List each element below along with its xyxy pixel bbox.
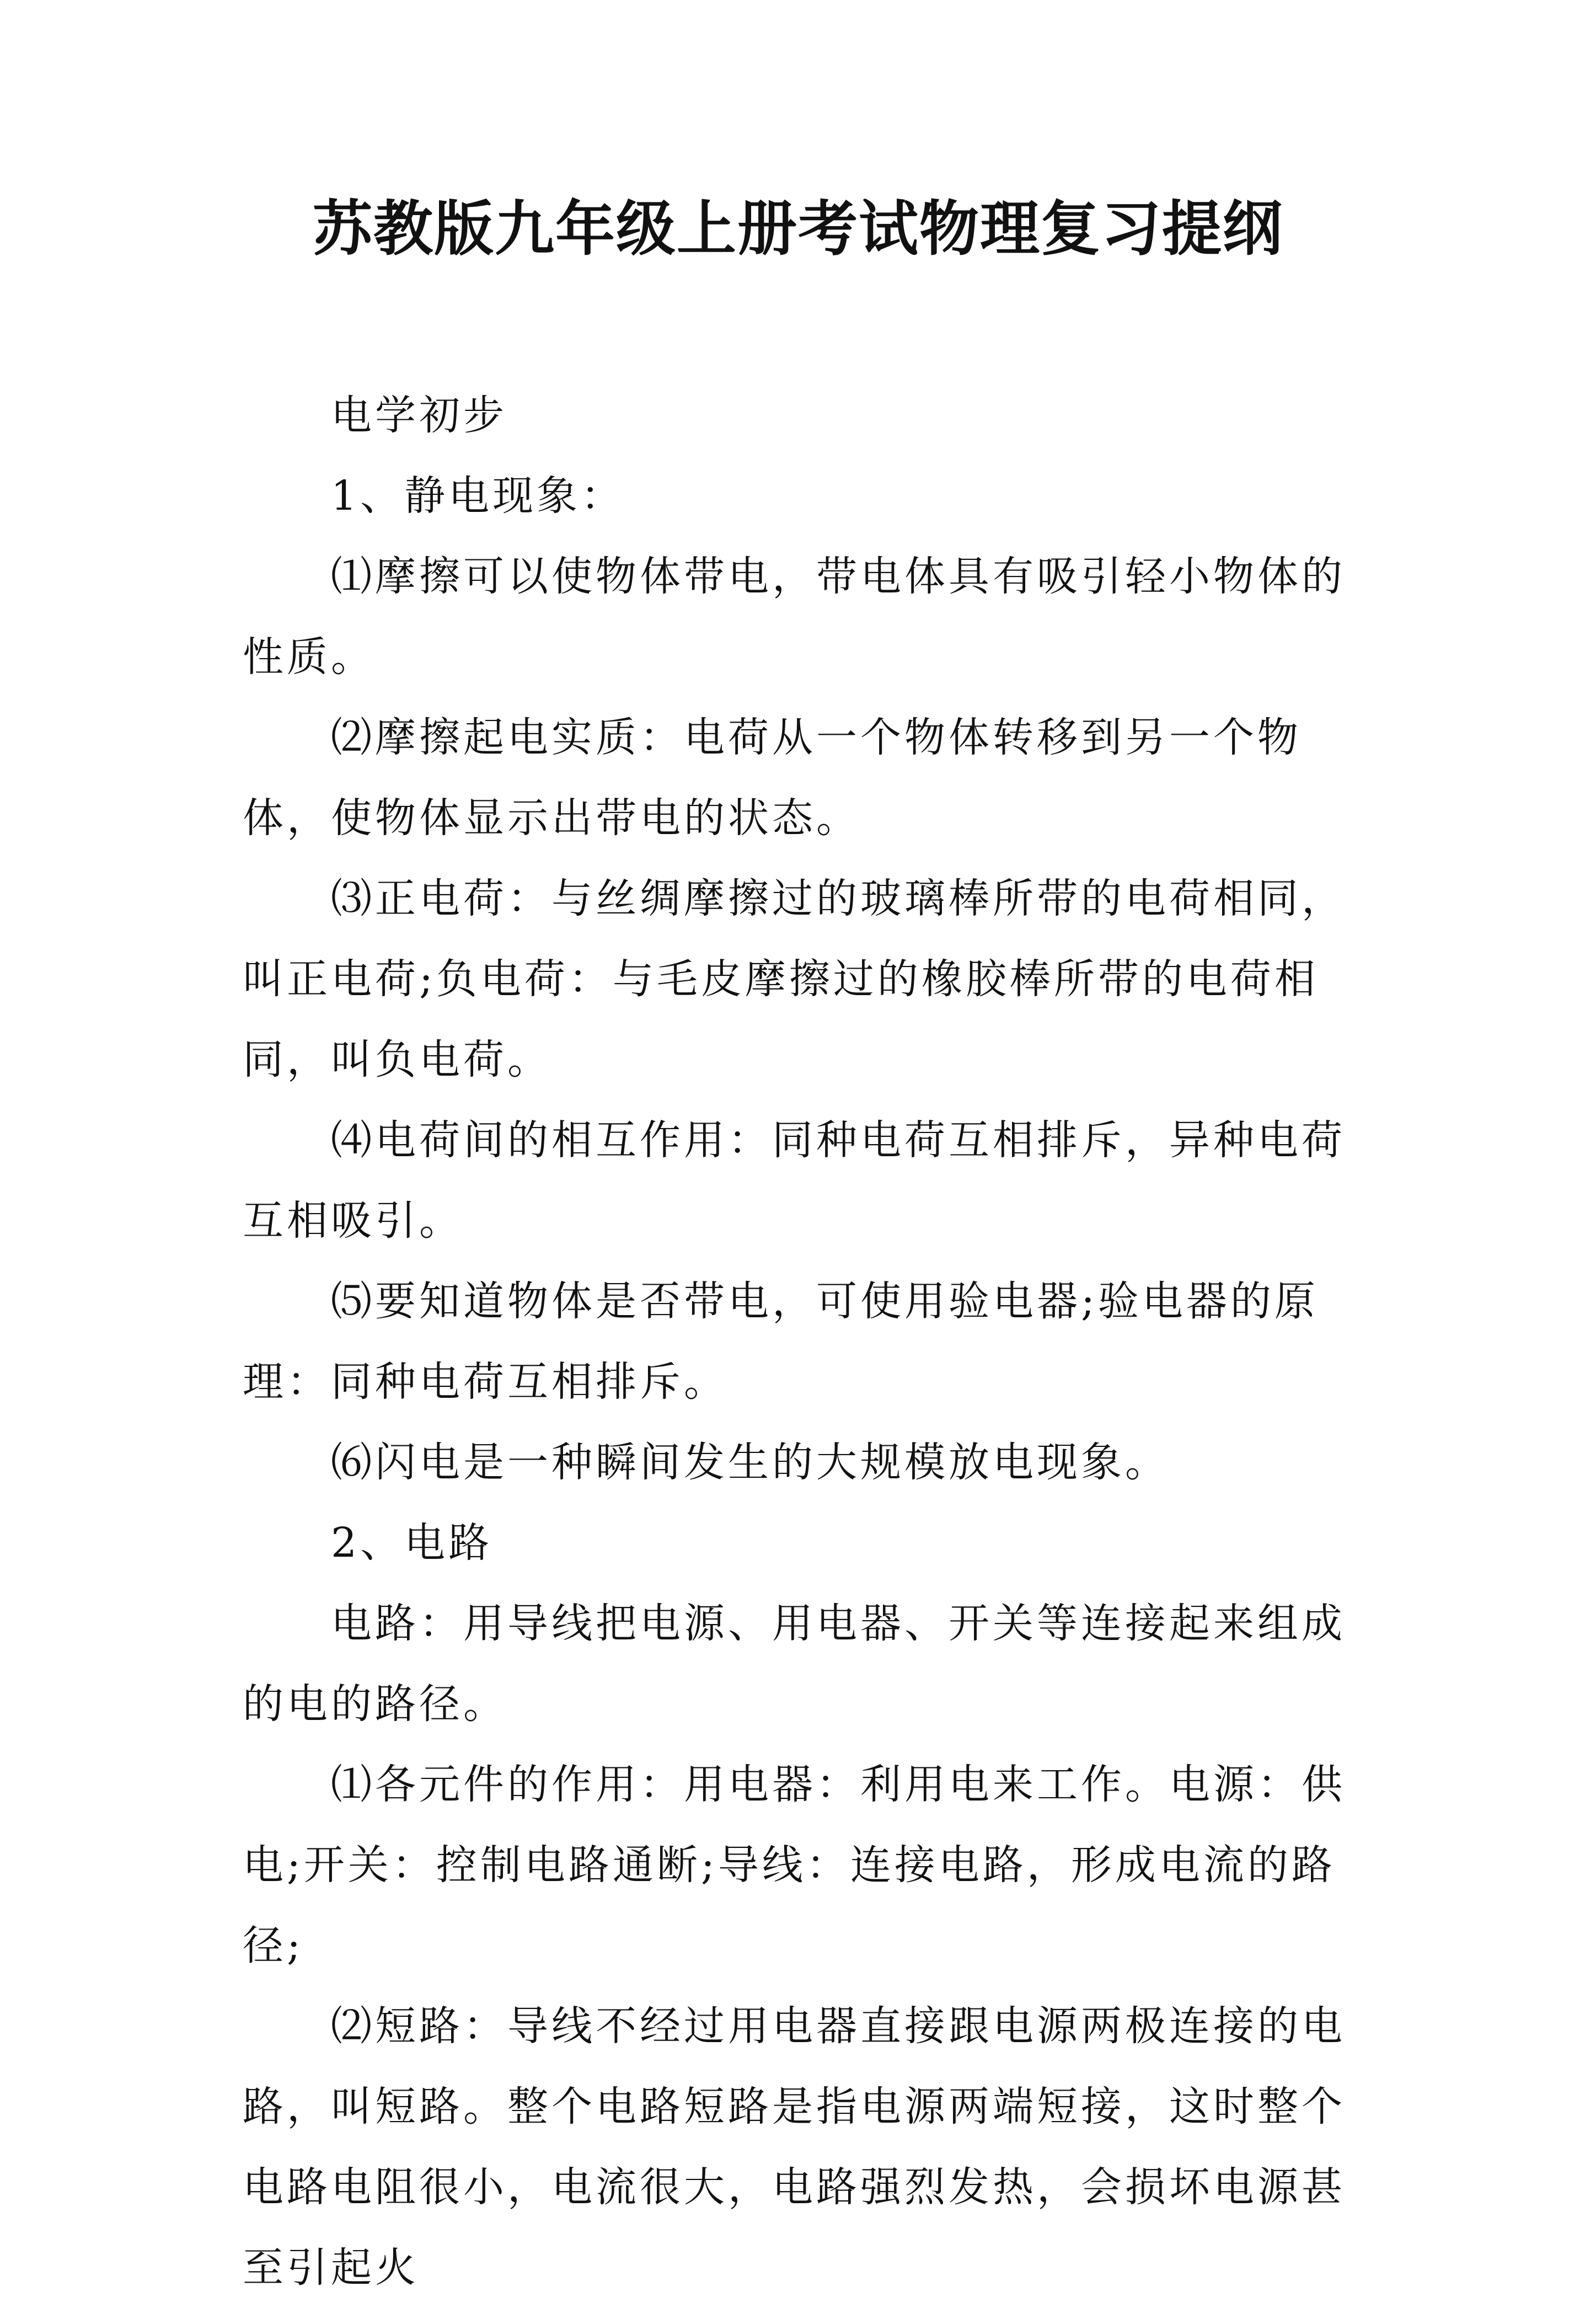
paragraph-static-4: ⑷电荷间的相互作用：同种电荷互相排斥，异种电荷互相吸引。 [243, 1116, 1346, 1244]
paragraph-circuit-1: ⑴各元件的作用：用电器：利用电来工作。电源：供电;开关：控制电路通断;导线：连接电路，形成电流的路径; [243, 1761, 1346, 1969]
paragraph-static-6: ⑹闪电是一种瞬间发生的大规模放电现象。 [331, 1439, 1169, 1486]
paragraph-static-5: ⑸要知道物体是否带电，可使用验电器;验电器的原理：同种电荷互相排斥。 [243, 1278, 1319, 1406]
document-title: 苏教版九年级上册考试物理复习提纲 [312, 194, 1283, 264]
paragraph-circuit-2: ⑵短路：导线不经过用电器直接跟电源两极连接的电路，叫短路。整个电路短路是指电源两端短接，这时整个电路电阻很小，电流很大，电路强烈发热，会损坏电源甚至引起火 [243, 2002, 1346, 2291]
subsection-heading-circuit: 2、电路 [331, 1519, 493, 1567]
paragraph-circuit-definition: 电路：用导线把电源、用电器、开关等连接起来组成的电的路径。 [243, 1600, 1346, 1728]
paragraph-static-2: ⑵摩擦起电实质：电荷从一个物体转移到另一个物体，使物体显示出带电的状态。 [243, 714, 1302, 842]
paragraph-static-1: ⑴摩擦可以使物体带电，带电体具有吸引轻小物体的性质。 [243, 553, 1346, 681]
subsection-heading-static: 1、静电现象： [331, 472, 625, 520]
paragraph-static-3: ⑶正电荷：与丝绸摩擦过的玻璃棒所带的电荷相同，叫正电荷;负电荷：与毛皮摩擦过的橡胶棒所带的电荷相同，叫负电荷。 [243, 875, 1346, 1083]
section-heading-electricity: 电学初步 [331, 392, 507, 439]
document-body [243, 375, 1368, 2308]
